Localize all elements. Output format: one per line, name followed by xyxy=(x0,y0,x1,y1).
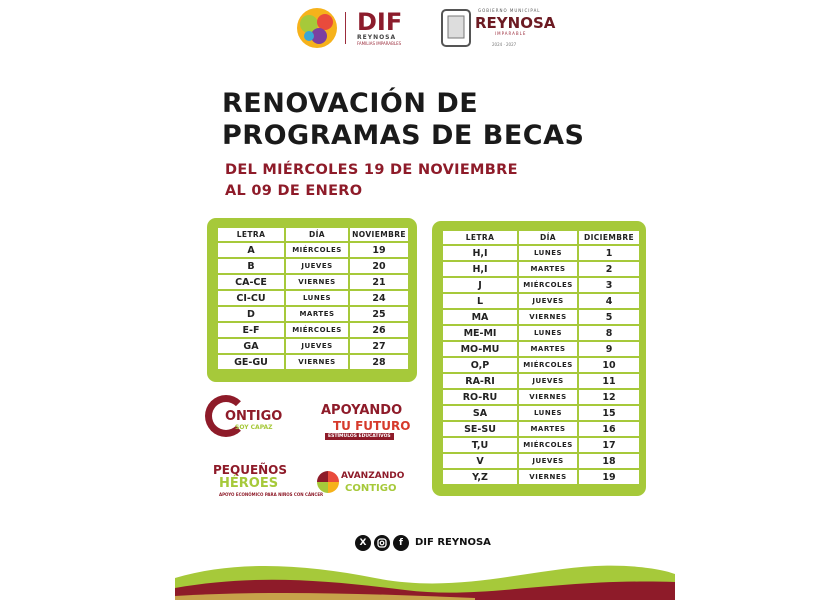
date-cell: 8 xyxy=(579,326,639,340)
reynosa-top: GOBIERNO MUNICIPAL xyxy=(478,8,541,13)
reynosa-sub: IMPARABLE xyxy=(495,31,527,36)
date-cell: 1 xyxy=(579,246,639,260)
day-cell: JUEVES xyxy=(519,454,577,468)
pequenos-sub: APOYO ECONÓMICO PARA NIÑOS CON CÁNCER xyxy=(219,492,324,497)
day-cell: LUNES xyxy=(519,246,577,260)
letter-cell: CA-CE xyxy=(218,275,284,289)
date-cell: 21 xyxy=(350,275,408,289)
date-cell: 15 xyxy=(579,406,639,420)
day-cell: MARTES xyxy=(519,262,577,276)
letter-cell: E-F xyxy=(218,323,284,337)
dif-tagline: FAMILIAS IMPARABLES xyxy=(357,41,402,46)
day-cell: VIERNES xyxy=(286,275,348,289)
december-table-body xyxy=(443,246,639,484)
date-cell: 4 xyxy=(579,294,639,308)
letter-cell: RA-RI xyxy=(443,374,517,388)
day-cell: MIÉRCOLES xyxy=(519,358,577,372)
title-line-1: RENOVACIÓN DE xyxy=(222,88,479,119)
date-range xyxy=(225,160,518,202)
social-handle[interactable]: DIF REYNOSA xyxy=(415,537,491,548)
letter-cell: GE-GU xyxy=(218,355,284,369)
december-table xyxy=(441,229,641,486)
letter-cell: SA xyxy=(443,406,517,420)
letter-cell: T,U xyxy=(443,438,517,452)
dif-separator xyxy=(345,12,346,44)
letter-cell: H,I xyxy=(443,262,517,276)
date-cell: 2 xyxy=(579,262,639,276)
date-cell: 26 xyxy=(350,323,408,337)
date-cell: 16 xyxy=(579,422,639,436)
table-row xyxy=(443,262,639,276)
letter-cell: GA xyxy=(218,339,284,353)
letter-cell: V xyxy=(443,454,517,468)
day-cell: JUEVES xyxy=(286,339,348,353)
table-row xyxy=(218,275,408,289)
day-cell: VIERNES xyxy=(519,310,577,324)
instagram-icon[interactable] xyxy=(374,535,390,551)
apoyando-line-2: TU FUTURO xyxy=(333,419,411,433)
pequenos-line-1: PEQUEÑOS xyxy=(213,463,288,477)
table-row xyxy=(218,339,408,353)
avanzando-circle-icon xyxy=(317,471,339,493)
column-header: LETRA xyxy=(443,231,517,244)
day-cell: VIERNES xyxy=(519,470,577,484)
date-cell: 11 xyxy=(579,374,639,388)
day-cell: MARTES xyxy=(519,342,577,356)
date-cell: 27 xyxy=(350,339,408,353)
date-cell: 9 xyxy=(579,342,639,356)
december-header-row xyxy=(443,231,639,244)
column-header: LETRA xyxy=(218,228,284,241)
reynosa-logo xyxy=(440,6,580,50)
table-row xyxy=(218,307,408,321)
letter-cell: RO-RU xyxy=(443,390,517,404)
day-cell: MIÉRCOLES xyxy=(519,438,577,452)
reynosa-shield-icon xyxy=(440,8,472,48)
table-row xyxy=(443,422,639,436)
date-cell: 25 xyxy=(350,307,408,321)
day-cell: MIÉRCOLES xyxy=(519,278,577,292)
letter-cell: ME-MI xyxy=(443,326,517,340)
apoyando-line-1: APOYANDO xyxy=(321,403,403,418)
table-row xyxy=(443,294,639,308)
november-table xyxy=(216,226,410,371)
table-row xyxy=(443,374,639,388)
avanzando-line-1: AVANZANDO xyxy=(341,471,405,481)
table-row xyxy=(443,390,639,404)
contigo-name: ONTIGO xyxy=(225,409,283,424)
day-cell: MIÉRCOLES xyxy=(286,323,348,337)
column-header: DÍA xyxy=(519,231,577,244)
december-schedule-card xyxy=(432,221,646,496)
program-logos xyxy=(205,395,415,515)
column-header: DÍA xyxy=(286,228,348,241)
date-cell: 24 xyxy=(350,291,408,305)
letter-cell: SE-SU xyxy=(443,422,517,436)
date-cell: 19 xyxy=(579,470,639,484)
table-row xyxy=(443,358,639,372)
reynosa-name: REYNOSA xyxy=(475,14,556,32)
table-row xyxy=(443,246,639,260)
date-range-line-2: AL 09 DE ENERO xyxy=(225,183,363,199)
date-cell: 10 xyxy=(579,358,639,372)
reynosa-years: 2024 · 2027 xyxy=(492,42,517,47)
day-cell: JUEVES xyxy=(519,374,577,388)
day-cell: MARTES xyxy=(519,422,577,436)
date-cell: 12 xyxy=(579,390,639,404)
date-cell: 5 xyxy=(579,310,639,324)
header-logos xyxy=(295,6,595,50)
table-row xyxy=(218,259,408,273)
letter-cell: MA xyxy=(443,310,517,324)
column-header: NOVIEMBRE xyxy=(350,228,408,241)
november-header-row xyxy=(218,228,408,241)
letter-cell: D xyxy=(218,307,284,321)
contigo-sub: SOY CAPAZ xyxy=(235,424,273,431)
letter-cell: Y,Z xyxy=(443,470,517,484)
letter-cell: MO-MU xyxy=(443,342,517,356)
table-row xyxy=(443,406,639,420)
date-range-line-1: DEL MIÉRCOLES 19 DE NOVIEMBRE xyxy=(225,162,518,178)
avanzando-line-2: CONTIGO xyxy=(345,483,397,494)
pequenos-line-2: HÉROES xyxy=(219,476,279,491)
table-row xyxy=(443,438,639,452)
instagram-glyph xyxy=(374,535,390,551)
letter-cell: B xyxy=(218,259,284,273)
day-cell: JUEVES xyxy=(519,294,577,308)
apoyando-sub: ESTÍMULOS EDUCATIVOS xyxy=(325,433,394,440)
date-cell: 19 xyxy=(350,243,408,257)
table-row xyxy=(218,291,408,305)
date-cell: 28 xyxy=(350,355,408,369)
day-cell: JUEVES xyxy=(286,259,348,273)
dif-family-icon xyxy=(295,6,339,50)
date-cell: 20 xyxy=(350,259,408,273)
day-cell: MIÉRCOLES xyxy=(286,243,348,257)
table-row xyxy=(443,470,639,484)
facebook-icon[interactable]: f xyxy=(393,535,409,551)
day-cell: VIERNES xyxy=(286,355,348,369)
day-cell: LUNES xyxy=(519,326,577,340)
dif-name: DIF xyxy=(357,8,403,36)
title-line-2: PROGRAMAS DE BECAS xyxy=(222,120,585,151)
letter-cell: CI-CU xyxy=(218,291,284,305)
page-title xyxy=(222,88,584,152)
table-row xyxy=(443,454,639,468)
letter-cell: J xyxy=(443,278,517,292)
date-cell: 17 xyxy=(579,438,639,452)
table-row xyxy=(443,278,639,292)
decorative-waves xyxy=(175,560,675,600)
table-row xyxy=(218,323,408,337)
table-row xyxy=(443,310,639,324)
november-schedule-card xyxy=(207,218,417,382)
table-row xyxy=(443,326,639,340)
letter-cell: O,P xyxy=(443,358,517,372)
dif-logo xyxy=(295,6,425,50)
table-row xyxy=(443,342,639,356)
poster xyxy=(175,0,675,600)
date-cell: 3 xyxy=(579,278,639,292)
x-icon[interactable]: X xyxy=(355,535,371,551)
table-row xyxy=(218,355,408,369)
date-cell: 18 xyxy=(579,454,639,468)
november-table-body xyxy=(218,243,408,369)
letter-cell: H,I xyxy=(443,246,517,260)
dif-city: REYNOSA xyxy=(357,34,397,41)
letter-cell: A xyxy=(218,243,284,257)
day-cell: MARTES xyxy=(286,307,348,321)
day-cell: LUNES xyxy=(286,291,348,305)
letter-cell: L xyxy=(443,294,517,308)
day-cell: LUNES xyxy=(519,406,577,420)
table-row xyxy=(218,243,408,257)
column-header: DICIEMBRE xyxy=(579,231,639,244)
day-cell: VIERNES xyxy=(519,390,577,404)
